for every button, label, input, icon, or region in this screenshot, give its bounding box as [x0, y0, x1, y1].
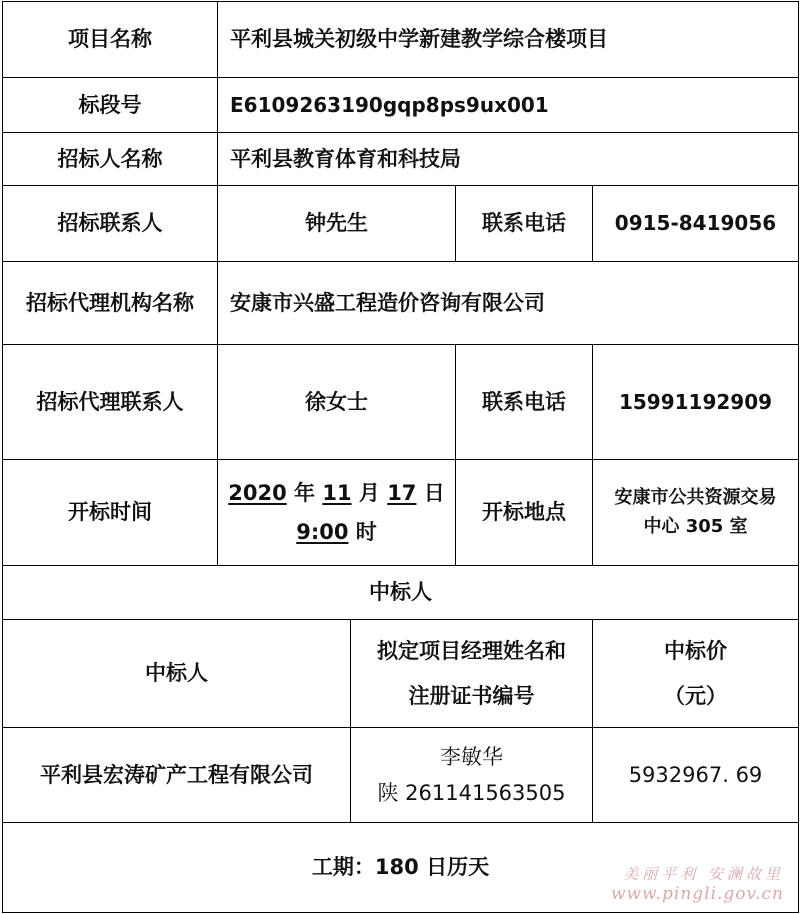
manager-name: 李敏华: [439, 744, 503, 769]
manager-cert: 陕 261141563505: [377, 781, 566, 805]
opening-year-unit: 年: [294, 481, 316, 506]
agency-contact-value: 徐女士: [305, 389, 368, 414]
tenderer-label: 招标人名称: [57, 146, 163, 171]
price-header: [593, 620, 798, 727]
opening-year: 2020: [228, 481, 287, 506]
opening-month: 11: [322, 481, 352, 506]
agency-contact-label: 招标代理联系人: [36, 389, 184, 414]
section-no-value: E6109263190gqp8ps9ux001: [230, 92, 549, 117]
tenderer-phone-value: 0915-8419056: [614, 211, 777, 235]
opening-place-value: [593, 460, 798, 565]
watermark-url: www.pingli.gov.cn: [610, 884, 784, 904]
project-name-value: 平利县城关初级中学新建教学综合楼项目: [230, 27, 608, 52]
tenderer-value: 平利县教育体育和科技局: [230, 146, 461, 171]
opening-time-value: [218, 460, 455, 565]
price-header-line2: （元）: [664, 683, 727, 708]
table-border-bottom: [2, 912, 799, 913]
watermark-slogan: 美丽平利 安澜故里: [623, 865, 784, 883]
manager-info: [351, 728, 592, 822]
manager-header: [351, 620, 592, 727]
manager-header-line1: 拟定项目经理姓名和: [377, 639, 566, 664]
opening-place-line1: 安康市公共资源交易: [614, 487, 777, 509]
agency-value: 安康市兴盛工程造价咨询有限公司: [230, 290, 545, 315]
manager-header-line2: 注册证书编号: [408, 683, 535, 708]
opening-month-unit: 月: [358, 481, 380, 506]
opening-time: 9:00: [296, 519, 349, 544]
winner-section-title: 中标人: [369, 580, 432, 605]
tenderer-contact-label: 招标联系人: [57, 211, 163, 236]
opening-clock: [296, 518, 377, 546]
project-name-label: 项目名称: [68, 27, 152, 52]
opening-place-line2: 中心 305 室: [643, 515, 748, 537]
opening-place-label: 开标地点: [482, 500, 566, 525]
opening-date: [228, 479, 444, 507]
opening-day-unit: 日: [423, 481, 445, 506]
winner-name: 平利县宏涛矿产工程有限公司: [40, 762, 313, 787]
opening-time-unit: 时: [355, 519, 377, 544]
agency-phone-value: 15991192909: [618, 389, 773, 414]
tenderer-phone-label: 联系电话: [482, 211, 566, 236]
agency-phone-label: 联系电话: [482, 389, 566, 414]
tenderer-contact-value: 钟先生: [305, 211, 368, 236]
site-watermark: [611, 863, 784, 904]
winning-price: 5932967. 69: [628, 762, 763, 787]
table-border-right: [798, 1, 799, 913]
winner-header: 中标人: [145, 661, 208, 686]
opening-time-label: 开标时间: [68, 500, 152, 525]
construction-duration: 工期：180 日历天: [311, 855, 490, 880]
section-no-label: 标段号: [78, 92, 142, 117]
price-header-line1: 中标价: [664, 639, 727, 664]
agency-label: 招标代理机构名称: [26, 290, 194, 315]
opening-day: 17: [387, 481, 417, 506]
